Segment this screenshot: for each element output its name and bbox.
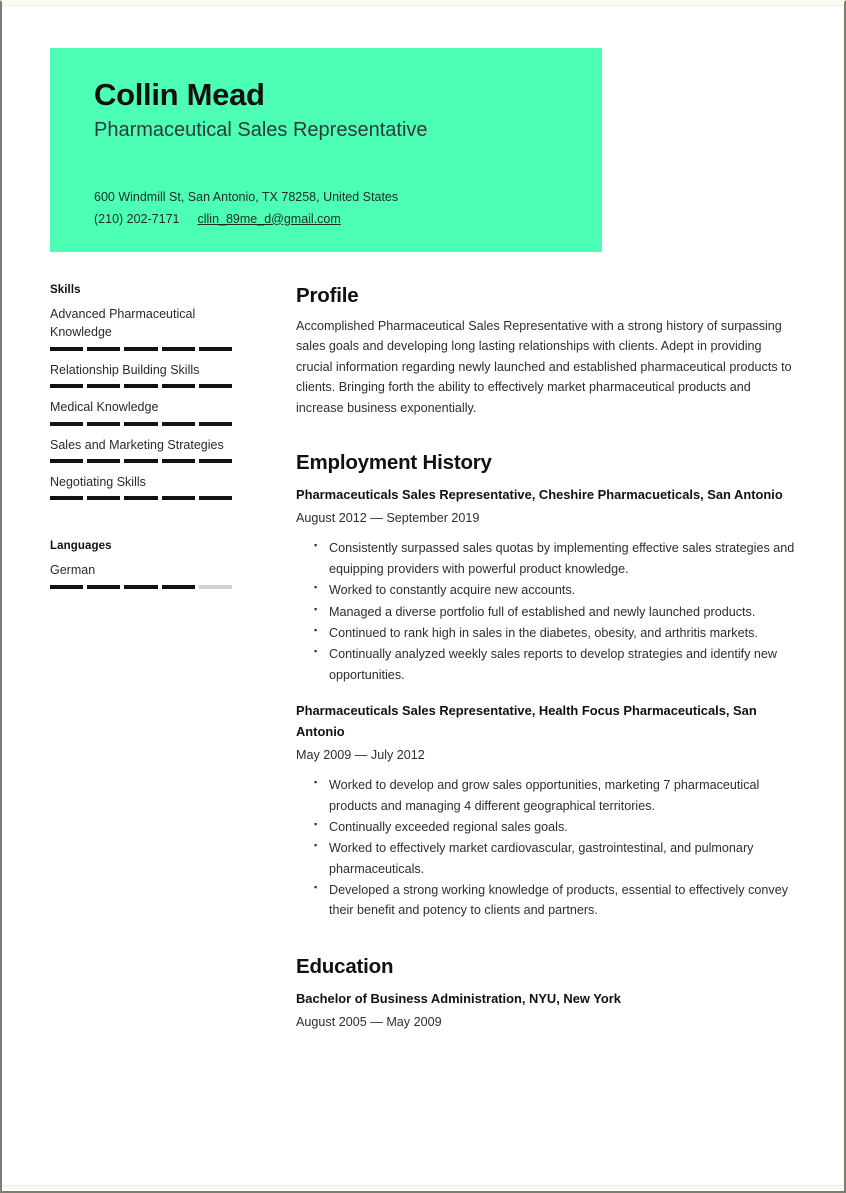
rating-segment: [87, 585, 120, 589]
contact-row: [94, 209, 602, 231]
skill-rating-bar: [50, 459, 232, 463]
rating-segment: [162, 459, 195, 463]
rating-segment: [162, 422, 195, 426]
rating-segment: [124, 422, 157, 426]
skill-item: [50, 305, 234, 351]
profile-text: Accomplished Pharmaceutical Sales Representative with a strong history of surpassing sales goals and developing long lasting relationships with clients. Adept in providing crucial information regarding newly launched and established pharmaceutical products to clients. Bringing forth the ability to effectively market pharmaceutical products and increase business exponentially.: [296, 319, 792, 415]
contact-phone: (210) 202-7171: [94, 211, 180, 226]
skill-item: [50, 398, 234, 425]
rating-segment: [50, 459, 83, 463]
education-entry: [296, 989, 800, 1033]
rating-segment: [199, 384, 232, 388]
sidebar-heading-skills: Skills: [50, 284, 81, 296]
contact-block: [94, 187, 602, 230]
education-entry-date: August 2005 — May 2009: [296, 1015, 442, 1030]
employment-bullet: ▪ Continually analyzed weekly sales reports to develop strategies and identify new opportunities.: [329, 644, 800, 685]
employment-bullet: ▪ Continually exceeded regional sales goals.: [329, 817, 800, 837]
employment-bullet: ▪ Managed a diverse portfolio full of established and newly launched products.: [329, 602, 800, 622]
rating-segment: [87, 459, 120, 463]
employment-entry-title: Pharmaceuticals Sales Representative, Cheshire Pharmacueticals, San Antonio: [296, 486, 783, 502]
skill-label: Sales and Marketing Strategies: [50, 437, 224, 452]
skill-label: Advanced Pharmaceutical Knowledge: [50, 307, 196, 340]
education-list: [296, 989, 800, 1033]
skills-list: [50, 305, 234, 500]
skill-rating-bar: [50, 422, 232, 426]
employment-bullet: ▪ Consistently surpassed sales quotas by implementing effective sales strategies and equipping providers with powerful product knowledge.: [329, 538, 800, 579]
sidebar: [50, 284, 234, 599]
rating-segment: [50, 585, 83, 589]
rating-segment: [50, 496, 83, 500]
skill-item: [50, 436, 234, 463]
employment-bullet: ▪ Worked to develop and grow sales opportunities, marketing 7 pharmaceutical products and managing 4 different geographical territories.: [329, 775, 800, 816]
rating-segment: [124, 496, 157, 500]
rating-segment: [162, 496, 195, 500]
resume-header-band: [50, 48, 602, 252]
employment-entry: [296, 485, 800, 685]
page-bottom-edge: [2, 1185, 844, 1189]
rating-segment: [124, 347, 157, 351]
rating-segment: [162, 384, 195, 388]
skill-item: [50, 473, 234, 500]
candidate-name: Collin Mead: [94, 77, 265, 112]
rating-segment: [199, 347, 232, 351]
employment-bullet: ▪ Worked to constantly acquire new accounts.: [329, 580, 800, 600]
contact-email-link[interactable]: cllin_89me_d@gmail.com: [197, 211, 341, 226]
page-top-edge: [2, 2, 844, 6]
employment-list: [296, 485, 800, 921]
employment-entry-date: August 2012 — September 2019: [296, 511, 480, 526]
rating-segment: [50, 422, 83, 426]
rating-segment: [87, 347, 120, 351]
employment-bullet: ▪ Developed a strong working knowledge of products, essential to effectively convey their benefit and potency to clients and partners.: [329, 880, 800, 921]
rating-segment: [199, 459, 232, 463]
rating-segment: [199, 585, 232, 589]
sidebar-heading-languages: Languages: [50, 540, 112, 553]
rating-segment: [87, 496, 120, 500]
employment-entry: [296, 701, 800, 921]
section-heading-profile: Profile: [296, 284, 359, 307]
rating-segment: [124, 585, 157, 589]
employment-bullet: ▪ Continued to rank high in sales in the diabetes, obesity, and arthritis markets.: [329, 623, 800, 643]
rating-segment: [162, 347, 195, 351]
employment-entry-date: May 2009 — July 2012: [296, 748, 425, 762]
employment-bullet-list: [296, 775, 800, 921]
rating-segment: [199, 422, 232, 426]
skill-rating-bar: [50, 347, 232, 351]
rating-segment: [50, 384, 83, 388]
skill-label: Medical Knowledge: [50, 400, 159, 415]
skill-item: [50, 361, 234, 388]
rating-segment: [87, 384, 120, 388]
candidate-job-title: Pharmaceutical Sales Representative: [94, 119, 428, 142]
employment-bullet-list: [296, 538, 800, 685]
languages-list: [50, 561, 234, 588]
rating-segment: [124, 384, 157, 388]
education-entry-title: Bachelor of Business Administration, NYU, New York: [296, 990, 621, 1006]
employment-entry-title: Pharmaceuticals Sales Representative, Health Focus Pharmaceuticals, San Antonio: [296, 703, 757, 739]
employment-bullet: ▪ Worked to effectively market cardiovascular, gastrointestinal, and pulmonary pharmaceuticals.: [329, 838, 800, 879]
rating-segment: [87, 422, 120, 426]
skill-label: Negotiating Skills: [50, 474, 146, 489]
rating-segment: [124, 459, 157, 463]
page-canvas: [2, 2, 844, 1191]
section-heading-employment: Employment History: [296, 450, 492, 474]
section-heading-education: Education: [296, 954, 394, 978]
skill-rating-bar: [50, 384, 232, 388]
language-item: [50, 561, 234, 588]
skill-label: Relationship Building Skills: [50, 362, 200, 377]
language-label: German: [50, 563, 96, 578]
contact-address: 600 Windmill St, San Antonio, TX 78258, United States: [94, 190, 399, 205]
rating-segment: [50, 347, 83, 351]
rating-segment: [162, 585, 195, 589]
rating-segment: [199, 496, 232, 500]
skill-rating-bar: [50, 496, 232, 500]
main-column: [296, 284, 800, 1032]
language-rating-bar: [50, 585, 232, 589]
